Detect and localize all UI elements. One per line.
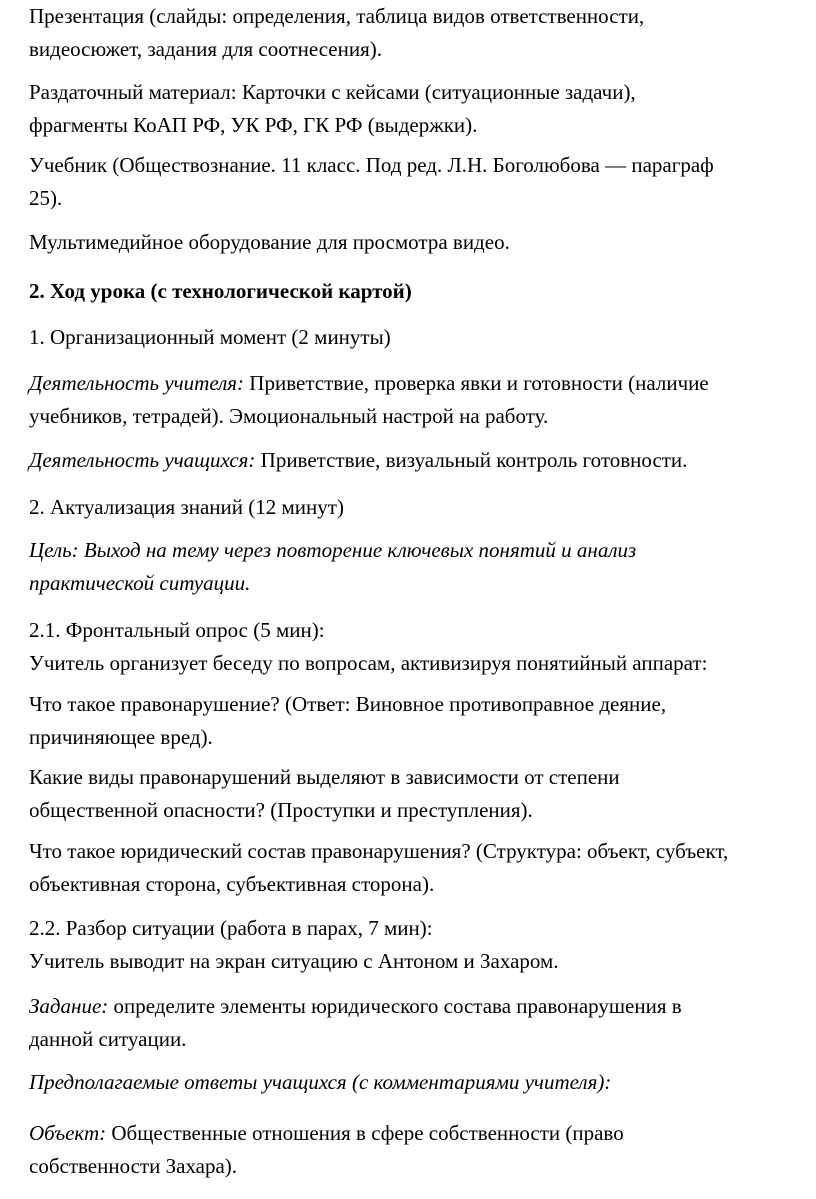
frontal-poll-title: 2.1. Фронтальный опрос (5 мин): [29,618,325,642]
textbook-paragraph [29,149,816,215]
textbook-line-1: Учебник (Обществознание. 11 класс. Под ред. Л.Н. Боголюбова — параграф [29,153,714,177]
question-1-line-1: Что такое правонарушение? (Ответ: Виновное противоправное деяние, [29,692,667,716]
teacher-activity-label: Деятельность учителя: [29,371,245,395]
teacher-activity-line-2: учебников, тетрадей). Эмоциональный настрой на работу. [29,404,549,428]
multimedia-text: Мультимедийное оборудование для просмотра видео. [29,230,510,254]
question-2 [29,761,816,827]
object-paragraph [29,1117,816,1183]
question-3 [29,835,816,901]
handout-line-1: Раздаточный материал: Карточки с кейсами (ситуационные задачи), [29,80,636,104]
task-label: Задание: [29,994,109,1018]
handout-line-2: фрагменты КоАП РФ, УК РФ, ГК РФ (выдержки). [29,113,478,137]
students-activity-paragraph [29,444,816,477]
question-3-line-2: объективная сторона, субъективная сторона). [29,872,435,896]
stage1-title [29,321,816,354]
question-2-line-2: общественной опасности? (Проступки и преступления). [29,798,533,822]
expected-answers-text: Предполагаемые ответы учащихся (с комментариями учителя): [29,1070,612,1094]
teacher-activity-paragraph [29,367,816,433]
presentation-paragraph [29,0,816,66]
students-activity-label: Деятельность учащихся: [29,448,256,472]
stage1-title-text: 1. Организационный момент (2 минуты) [29,325,391,349]
question-3-line-1: Что такое юридический состав правонарушения? (Структура: объект, субъект, [29,839,729,863]
case-analysis-paragraph [29,912,816,978]
case-analysis-intro: Учитель выводит на экран ситуацию с Антоном и Захаром. [29,949,559,973]
section-heading [29,275,816,308]
section-heading-text: 2. Ход урока (с технологической картой) [29,279,412,303]
expected-answers-heading [29,1066,816,1099]
goal-line-2: практической ситуации. [29,571,251,595]
object-label: Объект: [29,1121,107,1145]
task-line-2: данной ситуации. [29,1027,187,1051]
object-text: Общественные отношения в сфере собственности (право [106,1121,624,1145]
teacher-activity-text: Приветствие, проверка явки и готовности (наличие [244,371,709,395]
question-1-line-2: причиняющее вред). [29,725,213,749]
task-paragraph [29,990,816,1056]
task-text: определите элементы юридического состава правонарушения в [108,994,682,1018]
multimedia-paragraph [29,226,816,259]
question-2-line-1: Какие виды правонарушений выделяют в зависимости от степени [29,765,620,789]
frontal-poll-intro: Учитель организует беседу по вопросам, активизируя понятийный аппарат: [29,651,708,675]
frontal-poll-paragraph [29,614,816,680]
goal-paragraph [29,534,816,600]
stage2-title-text: 2. Актуализация знаний (12 минут) [29,495,344,519]
object-line-2: собственности Захара). [29,1154,238,1178]
stage2-title [29,491,816,524]
students-activity-text: Приветствие, визуальный контроль готовности. [255,448,688,472]
question-1 [29,688,816,754]
presentation-line-2: видеосюжет, задания для соотнесения). [29,37,382,61]
handout-paragraph [29,76,816,142]
goal-line-1: Цель: Выход на тему через повторение ключевых понятий и анализ [29,538,637,562]
case-analysis-title: 2.2. Разбор ситуации (работа в парах, 7 мин): [29,916,433,940]
presentation-line-1: Презентация (слайды: определения, таблица видов ответственности, [29,4,645,28]
textbook-line-2: 25). [29,186,63,210]
